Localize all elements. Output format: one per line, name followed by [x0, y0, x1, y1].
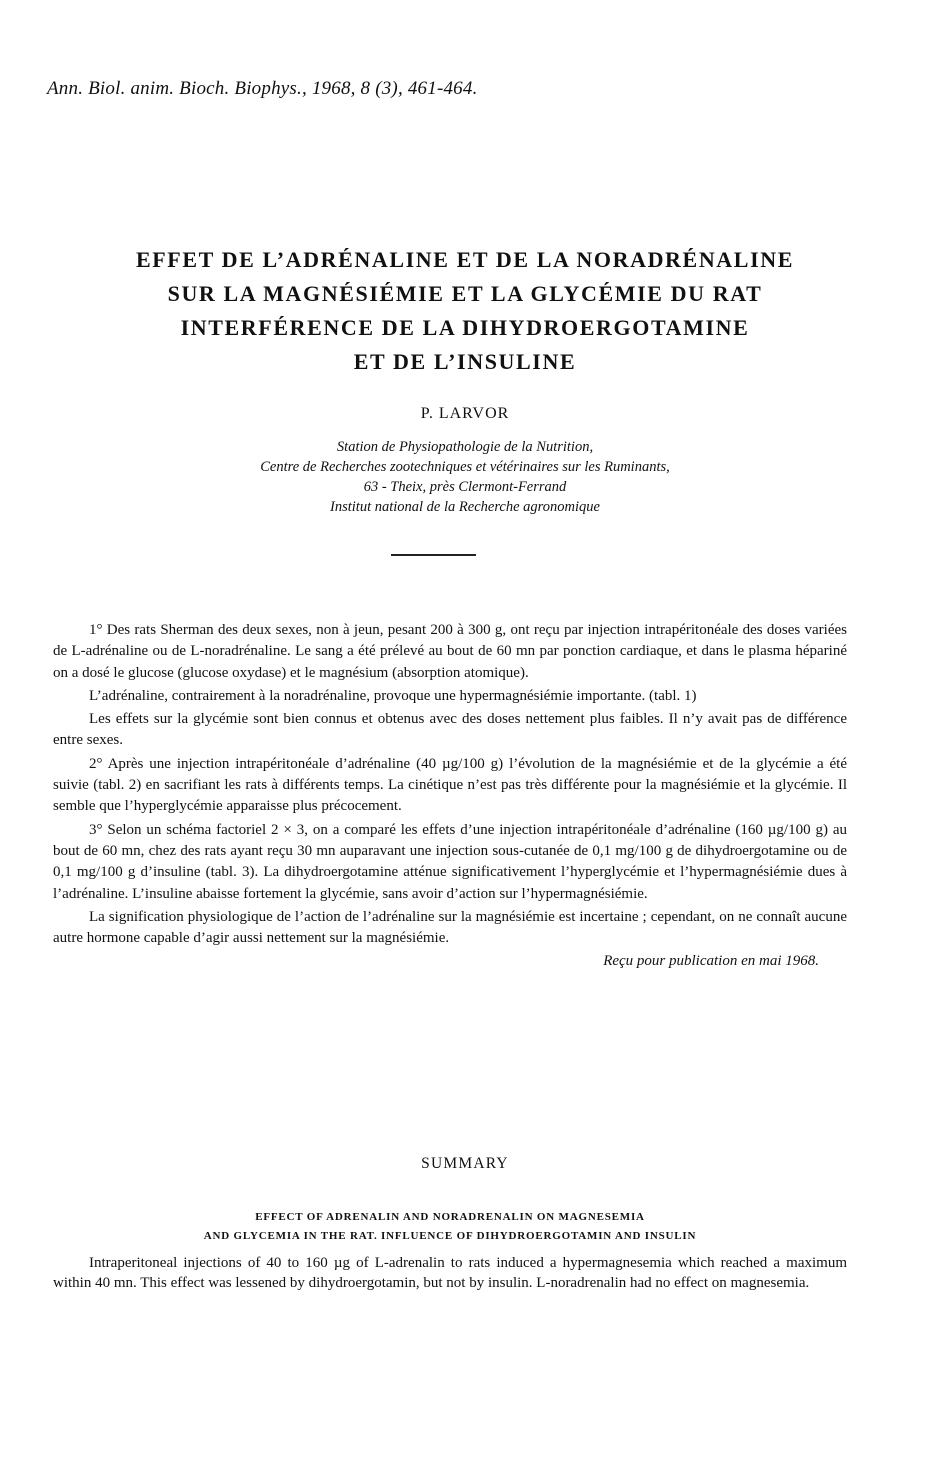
summary-body — [53, 1253, 847, 1293]
summary-title — [53, 1208, 847, 1246]
separator-rule — [391, 554, 476, 556]
paragraph-6: La signification physiologique de l’action de l’adrénaline sur la magnésiémie est incertaine ; cependant, on ne connaît aucune autre hormone capable d’agir aussi nettement sur la magnésiémie. — [53, 908, 847, 947]
title-line-1: EFFET DE L’ADRÉNALINE ET DE LA NORADRÉNALINE — [135, 247, 794, 272]
affiliation-line-2: Centre de Recherches zootechniques et vétérinaires sur les Ruminants, — [260, 459, 670, 475]
received-date: Reçu pour publication en mai 1968. — [603, 953, 819, 970]
affiliation-line-4: Institut national de la Recherche agronomique — [330, 499, 600, 515]
paragraph-2: L’adrénaline, contrairement à la noradrénaline, provoque une hypermagnésiémie importante. (tabl. 1) — [89, 687, 697, 704]
paragraph-4: 2° Après une injection intrapéritonéale d’adrénaline (40 µg/100 g) l’évolution de la magnésiémie et de la glycémie a été suivie (tabl. 2) en sacrifiant les rats à différents temps. La cinétique n’est pas très différente pour la magnésiémie et la glycémie. Il semble que l’hyperglycémie apparaisse plus précocement. — [53, 755, 847, 815]
summary-title-line-1: EFFECT OF ADRENALIN AND NORADRENALIN ON MAGNESEMIA — [255, 1211, 645, 1223]
title-line-4: ET DE L’INSULINE — [353, 349, 577, 374]
title-line-3: INTERFÉRENCE DE LA DIHYDROERGOTAMINE — [180, 315, 750, 340]
paragraph-5: 3° Selon un schéma factoriel 2 × 3, on a comparé les effets d’une injection intrapéritonéale d’adrénaline (160 µg/100 g) au bout de 60 mn, chez des rats ayant reçu 30 mn auparavant une injection sous-cutanée de 0,1 mg/100 g de dihydroergotamine ou de 0,1 mg/100 g d’insuline (tabl. 3). La dihydroergotamine atténue significativement l’hyperglycémie et l’hypermagnésiémie dues à l’adrénaline. L’insuline abaisse fortement la glycémie, sans avoir d’action sur l’hypermagnésiémie. — [53, 821, 847, 902]
affiliation — [0, 437, 930, 517]
paragraph-3: Les effets sur la glycémie sont bien connus et obtenus avec des doses nettement plus faibles. Il n’y avait pas de différence entre sexes. — [53, 711, 847, 749]
paragraph-1: 1° Des rats Sherman des deux sexes, non à jeun, pesant 200 à 300 g, ont reçu par injection intrapéritonéale des doses variées de L-adrénaline ou de L-noradrénaline. Le sang a été prélevé au bout de 60 mn par ponction cardiaque, et dans le plasma hépariné on a dosé le glucose (glucose oxydase) et le magnésium (absorption atomique). — [53, 622, 847, 681]
author-name: P. LARVOR — [420, 405, 510, 422]
title-line-2: SUR LA MAGNÉSIÉMIE ET LA GLYCÉMIE DU RAT — [167, 281, 763, 306]
summary-title-line-2: AND GLYCEMIA IN THE RAT. INFLUENCE OF DIHYDROERGOTAMIN AND INSULIN — [203, 1230, 697, 1242]
summary-text: Intraperitoneal injections of 40 to 160 µg of L-adrenalin to rats induced a hypermagnesemia which reached a maximum within 40 mn. This effect was lessened by dihydroergotamin, but not by insulin. L-noradrenalin had no effect on magnesemia. — [53, 1255, 847, 1291]
affiliation-line-3: 63 - Theix, près Clermont-Ferrand — [363, 479, 567, 495]
affiliation-line-1: Station de Physiopathologie de la Nutrition, — [336, 439, 594, 455]
summary-heading: SUMMARY — [421, 1155, 509, 1172]
journal-citation: Ann. Biol. anim. Bioch. Biophys., 1968, 8 (3), 461-464. — [47, 78, 478, 99]
article-title — [40, 243, 890, 379]
article-body — [53, 620, 847, 973]
